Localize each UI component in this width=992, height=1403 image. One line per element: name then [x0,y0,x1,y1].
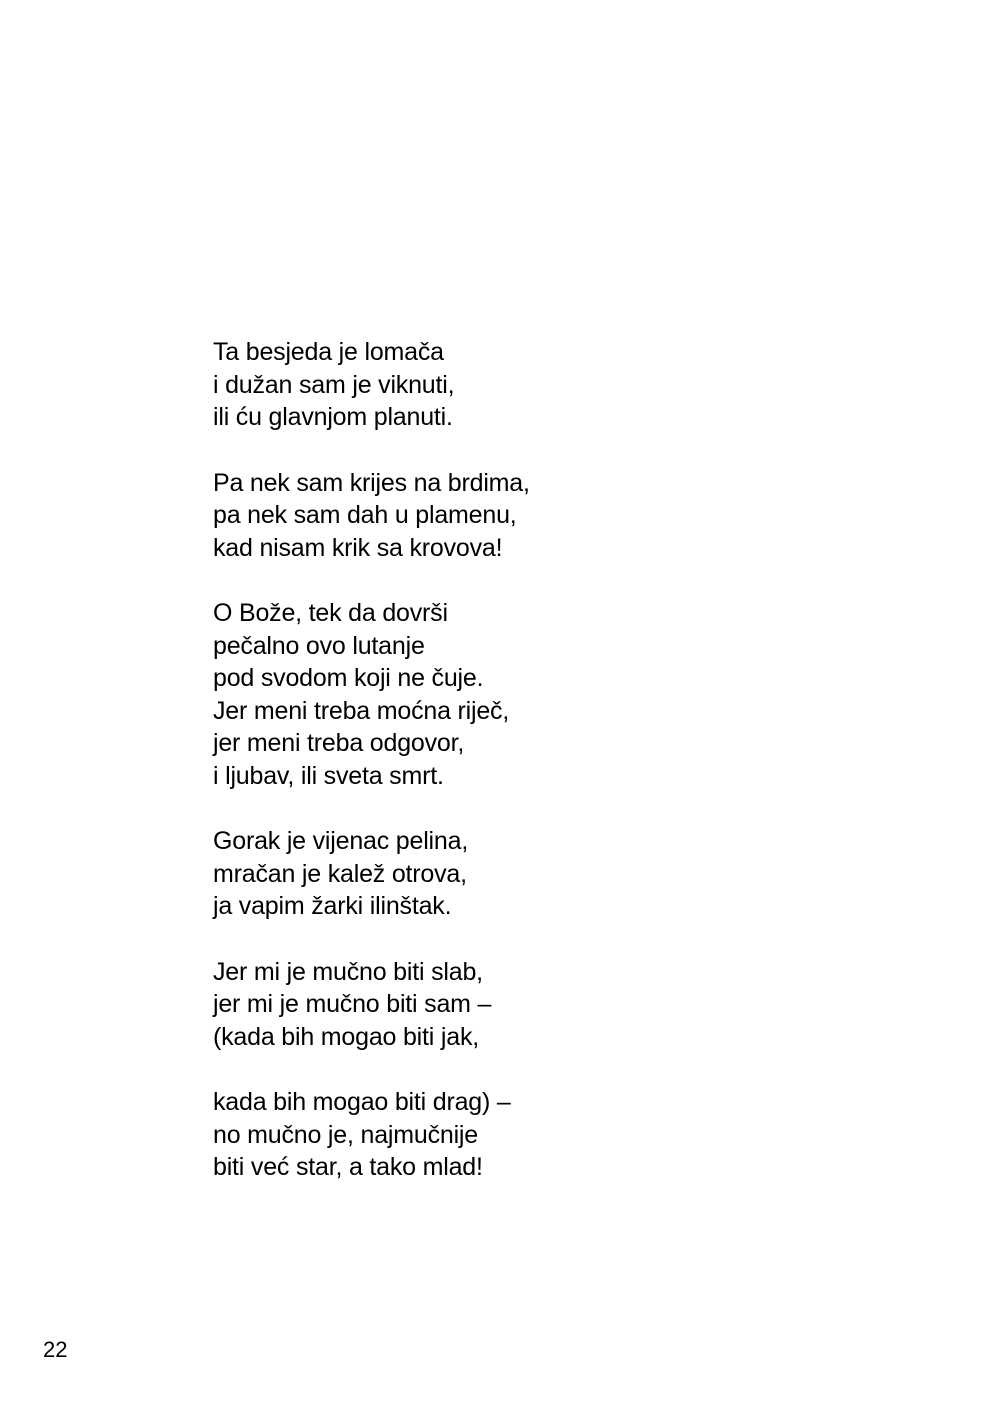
page-number: 22 [43,1337,68,1362]
poem-line: i dužan sam je viknuti, [213,370,455,399]
poem-line: kada bih mogao biti drag) – [213,1088,511,1116]
poem-line: pečalno ovo lutanje [213,631,425,660]
stanza-6 [213,1086,773,1184]
poem-line: no mučno je, najmučnije [213,1120,478,1149]
poem [213,336,773,1217]
poem-line: O Bože, tek da dovrši [213,599,448,627]
stanza-1 [213,336,773,434]
poem-line: kad nisam krik sa krovova! [213,533,503,562]
stanza-2 [213,467,773,565]
poem-line: pod svodom koji ne čuje. [213,664,484,692]
stanza-4 [213,825,773,923]
poem-line: Pa nek sam krijes na brdima, [213,468,530,497]
poem-line: ili ću glavnjom planuti. [213,403,453,431]
stanza-5 [213,956,773,1054]
poem-line: i ljubav, ili sveta smrt. [213,761,444,790]
poem-line: biti već star, a tako mlad! [213,1153,483,1181]
poem-line: mračan je kalež otrova, [213,859,467,888]
stanza-3 [213,597,773,792]
poem-line: Gorak je vijenac pelina, [213,827,469,855]
poem-line: Ta besjeda je lomača [213,338,444,366]
poem-line: (kada bih mogao biti jak, [213,1022,479,1051]
poem-line: jer meni treba odgovor, [213,729,465,757]
poem-line: jer mi je mučno biti sam – [213,990,492,1018]
poem-line: pa nek sam dah u plamenu, [213,501,517,529]
poem-line: ja vapim žarki ilinštak. [213,892,452,920]
poem-line: Jer meni treba moćna riječ, [213,696,510,725]
poem-line: Jer mi je mučno biti slab, [213,957,483,986]
